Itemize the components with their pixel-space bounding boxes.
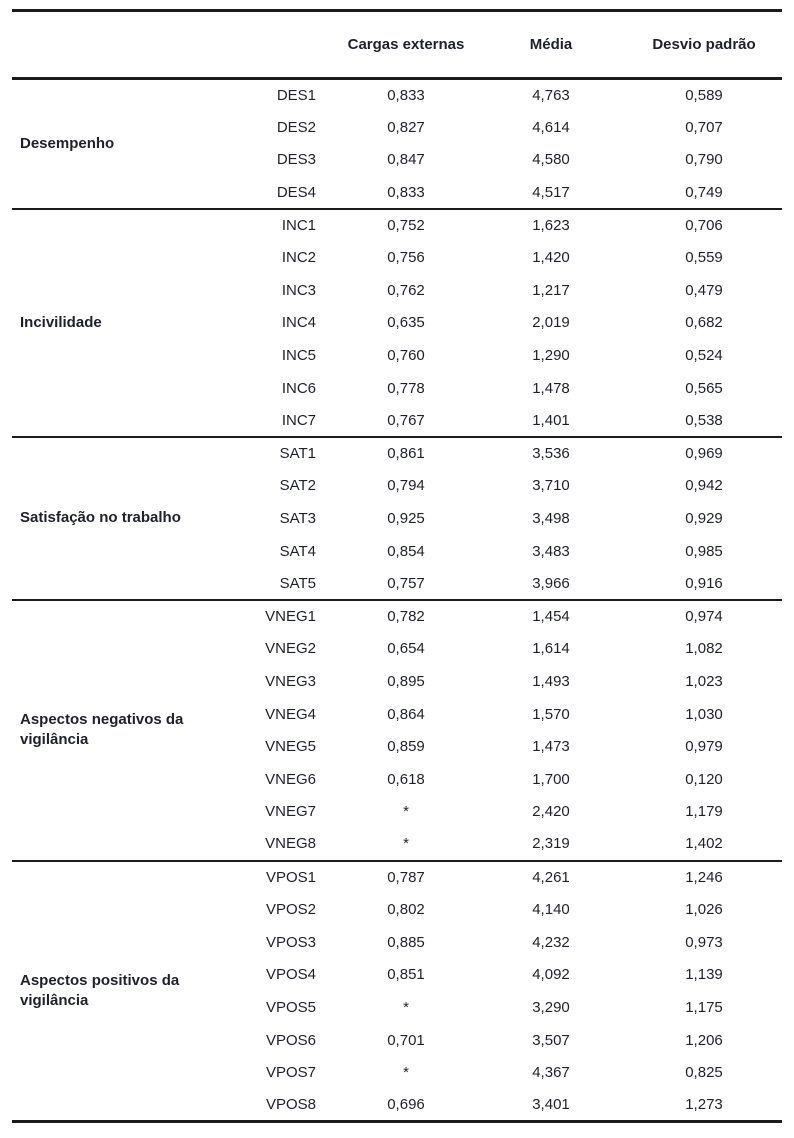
item-code-cell: INC2 <box>281 249 316 267</box>
cargas-externas-value: 0,794 <box>387 477 425 495</box>
item-code-cell: INC7 <box>281 411 316 429</box>
media-value: 2,420 <box>532 803 570 821</box>
desvio-padrao-value: 1,082 <box>685 640 723 658</box>
group-label-text: Aspectos negativos da vigilância <box>20 711 184 749</box>
cargas-externas-value: * <box>403 998 409 1016</box>
item-code-cell: DES4 <box>276 183 316 201</box>
media-value: 1,614 <box>532 640 570 658</box>
cargas-externas-value: 0,833 <box>387 183 425 201</box>
desvio-padrao-value: 0,682 <box>685 314 723 332</box>
desvio-padrao-value: 1,175 <box>685 998 723 1016</box>
cargas-externas-value: 0,778 <box>387 379 425 397</box>
media-value: 4,763 <box>532 87 570 105</box>
item-code-cell: INC3 <box>281 281 316 299</box>
header-cargas-externas: Cargas externas <box>336 11 476 79</box>
media-value: 1,478 <box>532 379 570 397</box>
cargas-externas-value: 0,762 <box>387 281 425 299</box>
media-value: 3,507 <box>532 1031 570 1049</box>
cargas-externas-value: * <box>403 835 409 853</box>
desvio-padrao-value: 0,825 <box>685 1064 723 1082</box>
media-value: 3,536 <box>476 437 626 470</box>
media-value: 2,019 <box>532 314 570 332</box>
item-code-cell: VPOS1 <box>258 861 336 894</box>
item-code-cell: VPOS3 <box>265 933 316 951</box>
cargas-externas-value: 0,925 <box>387 510 425 528</box>
desvio-padrao-value: 1,206 <box>685 1031 723 1049</box>
media-value: 4,232 <box>532 933 570 951</box>
table-row <box>12 600 782 633</box>
desvio-padrao-value: 0,559 <box>685 249 723 267</box>
cargas-externas-value: 0,756 <box>387 249 425 267</box>
item-code-cell: INC6 <box>281 379 316 397</box>
header-desvio-padrao: Desvio padrão <box>626 11 782 79</box>
header-media: Média <box>476 11 626 79</box>
cargas-externas-value: 0,757 <box>387 574 425 592</box>
media-value: 3,710 <box>532 477 570 495</box>
item-code-cell: VPOS5 <box>265 998 316 1016</box>
group-label <box>12 79 258 209</box>
desvio-padrao-value: 1,030 <box>685 705 723 723</box>
table-body <box>12 79 782 1122</box>
cargas-externas-value: 0,760 <box>387 347 425 365</box>
media-value: 1,570 <box>532 705 570 723</box>
item-code-cell: VNEG1 <box>258 600 336 633</box>
item-code-cell: VPOS8 <box>265 1095 316 1113</box>
item-code-cell: VPOS7 <box>265 1064 316 1082</box>
cargas-externas-value: 0,767 <box>387 411 425 429</box>
media-value: 1,623 <box>476 209 626 242</box>
item-code-cell: VPOS2 <box>265 901 316 919</box>
desvio-padrao-value: 0,942 <box>685 477 723 495</box>
media-value: 1,473 <box>532 738 570 756</box>
item-code-cell: SAT2 <box>279 477 316 495</box>
item-code-cell: DES1 <box>276 87 316 105</box>
item-code-cell: VNEG6 <box>265 770 316 788</box>
group-label-text: Aspectos positivos da vigilância <box>20 971 180 1009</box>
cargas-externas-value: 0,851 <box>387 966 425 984</box>
table-row <box>12 437 782 470</box>
media-value: 1,493 <box>532 672 570 690</box>
cargas-externas-value: 0,635 <box>387 314 425 332</box>
media-value: 4,367 <box>532 1064 570 1082</box>
desvio-padrao-value: 0,538 <box>685 411 723 429</box>
cargas-externas-value: 0,782 <box>336 600 476 633</box>
media-value: 4,580 <box>532 151 570 169</box>
item-code-cell: VNEG3 <box>265 672 316 690</box>
media-value: 1,290 <box>532 347 570 365</box>
cargas-externas-value: * <box>403 803 409 821</box>
cargas-externas-value: 0,696 <box>387 1095 425 1113</box>
item-code-cell: VNEG4 <box>265 705 316 723</box>
item-code-cell: VNEG8 <box>265 835 316 853</box>
cargas-externas-value: 0,885 <box>387 933 425 951</box>
group-label-text: Incivilidade <box>20 313 102 331</box>
media-value: 1,420 <box>532 249 570 267</box>
desvio-padrao-value: 1,139 <box>685 966 723 984</box>
measurement-model-table <box>12 9 782 1123</box>
cargas-externas-value: 0,859 <box>387 738 425 756</box>
item-code-cell: SAT5 <box>279 574 316 592</box>
item-code-cell: DES2 <box>276 118 316 136</box>
desvio-padrao-value: 0,479 <box>685 281 723 299</box>
media-value: 3,966 <box>532 574 570 592</box>
item-code-cell: SAT3 <box>279 510 316 528</box>
table-header <box>12 11 782 79</box>
cargas-externas-value: * <box>403 1064 409 1082</box>
media-value: 3,498 <box>532 510 570 528</box>
group-label-text: Satisfação no trabalho <box>20 509 181 527</box>
media-value: 3,401 <box>532 1095 570 1113</box>
desvio-padrao-value: 0,979 <box>685 738 723 756</box>
table-row <box>12 209 782 242</box>
desvio-padrao-value: 1,246 <box>626 861 782 894</box>
media-value: 1,700 <box>532 770 570 788</box>
desvio-padrao-value: 0,985 <box>685 542 723 560</box>
cargas-externas-value: 0,701 <box>387 1031 425 1049</box>
cargas-externas-value: 0,787 <box>336 861 476 894</box>
media-value: 1,401 <box>532 411 570 429</box>
media-value: 3,290 <box>532 998 570 1016</box>
item-code-cell: DES3 <box>276 151 316 169</box>
desvio-padrao-value: 0,969 <box>626 437 782 470</box>
desvio-padrao-value: 0,524 <box>685 347 723 365</box>
group-label <box>12 209 258 437</box>
desvio-padrao-value: 0,707 <box>685 118 723 136</box>
group-label <box>12 437 258 600</box>
desvio-padrao-value: 1,026 <box>685 901 723 919</box>
desvio-padrao-value: 0,589 <box>685 87 723 105</box>
cargas-externas-value: 0,618 <box>387 770 425 788</box>
item-code-cell: INC5 <box>281 347 316 365</box>
desvio-padrao-value: 1,402 <box>685 835 723 853</box>
cargas-externas-value: 0,864 <box>387 705 425 723</box>
desvio-padrao-value: 1,179 <box>685 803 723 821</box>
cargas-externas-value: 0,827 <box>387 118 425 136</box>
media-value: 2,319 <box>532 835 570 853</box>
desvio-padrao-value: 0,974 <box>626 600 782 633</box>
media-value: 4,140 <box>532 901 570 919</box>
desvio-padrao-value: 1,023 <box>685 672 723 690</box>
item-code-cell: VPOS6 <box>265 1031 316 1049</box>
item-code-cell: VPOS4 <box>265 966 316 984</box>
group-label-text: Desempenho <box>20 134 115 152</box>
item-code-cell: INC1 <box>258 209 336 242</box>
header-group-empty <box>12 11 258 79</box>
media-value: 1,454 <box>476 600 626 633</box>
cargas-externas-value: 0,854 <box>387 542 425 560</box>
desvio-padrao-value: 0,706 <box>626 209 782 242</box>
cargas-externas-value: 0,895 <box>387 672 425 690</box>
item-code-cell: VNEG2 <box>265 640 316 658</box>
cargas-externas-value: 0,802 <box>387 901 425 919</box>
header-row <box>12 11 782 79</box>
media-value: 3,483 <box>532 542 570 560</box>
cargas-externas-value: 0,752 <box>336 209 476 242</box>
media-value: 4,092 <box>532 966 570 984</box>
header-item-empty <box>258 11 336 79</box>
cargas-externas-value: 0,847 <box>387 151 425 169</box>
table-row <box>12 861 782 894</box>
desvio-padrao-value: 0,565 <box>685 379 723 397</box>
desvio-padrao-value: 0,749 <box>685 183 723 201</box>
media-value: 4,517 <box>532 183 570 201</box>
desvio-padrao-value: 0,790 <box>685 151 723 169</box>
group-label <box>12 600 258 861</box>
desvio-padrao-value: 0,973 <box>685 933 723 951</box>
media-value: 4,614 <box>532 118 570 136</box>
cargas-externas-value: 0,833 <box>387 87 425 105</box>
group-label <box>12 861 258 1122</box>
cargas-externas-value: 0,654 <box>387 640 425 658</box>
desvio-padrao-value: 1,273 <box>685 1095 723 1113</box>
desvio-padrao-value: 0,120 <box>685 770 723 788</box>
item-code-cell: VNEG5 <box>265 738 316 756</box>
item-code-cell: SAT1 <box>258 437 336 470</box>
item-code-cell: VNEG7 <box>265 803 316 821</box>
media-value: 1,217 <box>532 281 570 299</box>
item-code-cell: SAT4 <box>279 542 316 560</box>
table-row <box>12 79 782 112</box>
desvio-padrao-value: 0,929 <box>685 510 723 528</box>
desvio-padrao-value: 0,916 <box>685 574 723 592</box>
cargas-externas-value: 0,861 <box>336 437 476 470</box>
media-value: 4,261 <box>476 861 626 894</box>
item-code-cell: INC4 <box>281 314 316 332</box>
